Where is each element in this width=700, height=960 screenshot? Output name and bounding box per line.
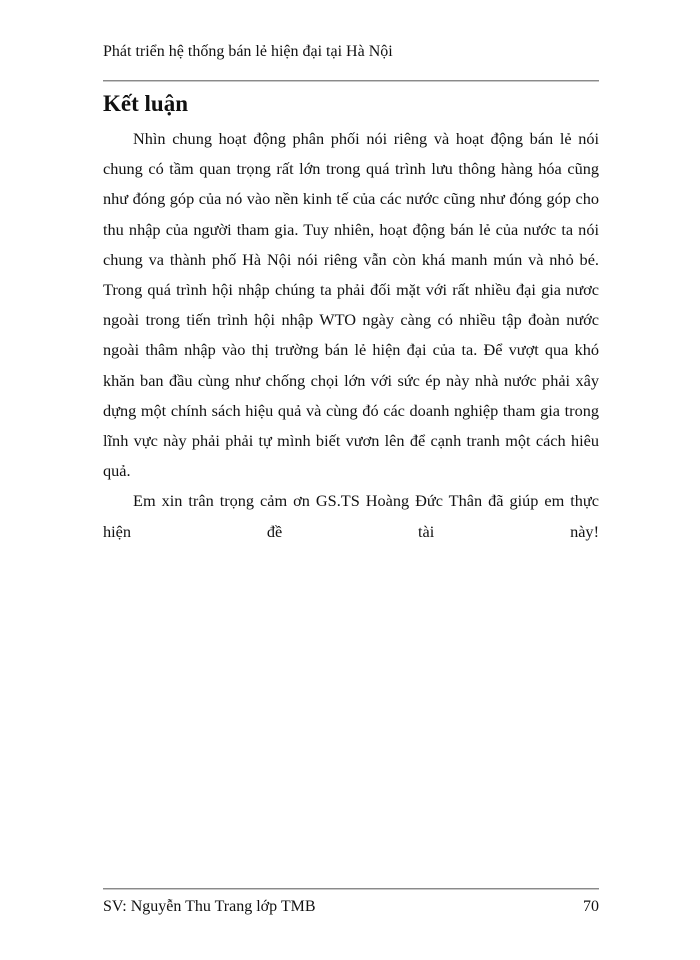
body-text xyxy=(103,124,599,547)
page-number: 70 xyxy=(583,898,599,915)
footer-author: SV: Nguyễn Thu Trang lớp TMB xyxy=(103,898,316,915)
footer-divider xyxy=(103,888,599,890)
paragraph: Em xin trân trọng cảm ơn GS.TS Hoàng Đức Thân đã giúp em thực hiện đề tài này! xyxy=(103,491,599,541)
header-divider xyxy=(103,80,599,82)
section-heading: Kết luận xyxy=(103,91,188,116)
running-header: Phát triển hệ thống bán lẻ hiện đại tại Hà Nội xyxy=(103,43,393,60)
paragraph: Nhìn chung hoạt động phân phối nói riêng và hoạt động bán lẻ nói chung có tầm quan trọng rất lớn trong quá trình lưu thông hàng hóa cũng như đóng góp của nó vào nền kinh tế của các nước cũng như đóng góp cho thu nhập của người tham gia. Tuy nhiên, hoạt động bán lẻ của nước ta nói chung va thành phố Hà Nội nói riêng vẫn còn khá manh mún và nhỏ bé. Trong quá trình hội nhập chúng ta phải đối mặt với rất nhiều đại gia nươc ngoài trong tiến trình hội nhập WTO ngày càng có nhiều tập đoàn nước ngoài thâm nhập vào thị trường bán lẻ hiện đại của ta. Để vượt qua khó khăn ban đầu cùng như chống chọi lớn với sức ép này nhà nước phải xây dựng một chính sách hiệu quả và cùng đó các doanh nghiệp tham gia trong lĩnh vực này phải phải tự mình biết vươn lên để cạnh tranh một cách hiêu quả. xyxy=(103,129,599,481)
